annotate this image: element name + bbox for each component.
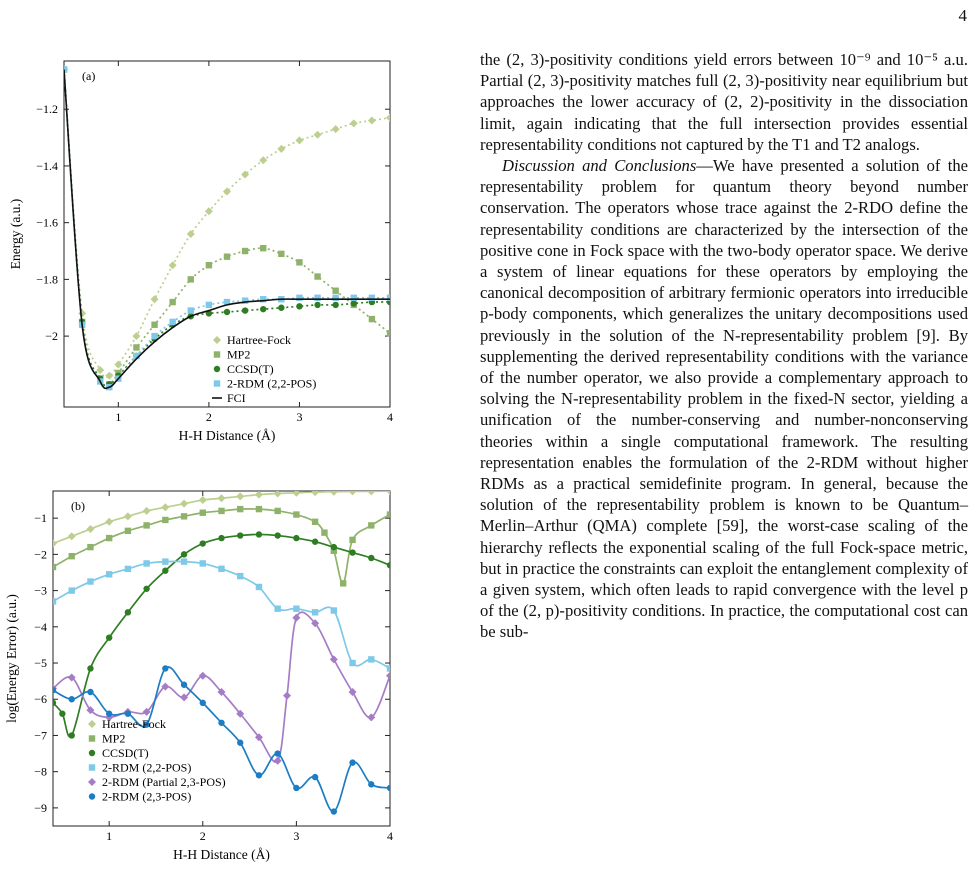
- legend-swatch: [89, 764, 95, 770]
- data-point: [199, 496, 207, 504]
- data-point: [151, 322, 157, 328]
- data-point: [312, 539, 318, 545]
- series-line: [64, 70, 390, 378]
- data-point: [223, 187, 231, 195]
- data-point: [332, 302, 338, 308]
- data-point: [125, 528, 131, 534]
- figure-panel-a: [0, 50, 400, 462]
- data-point: [256, 506, 262, 512]
- data-point: [351, 295, 357, 301]
- data-point: [387, 295, 393, 301]
- data-point: [332, 288, 338, 294]
- data-point: [242, 248, 248, 254]
- data-point: [162, 665, 168, 671]
- y-tick-label: −6: [34, 692, 47, 707]
- data-point: [296, 295, 302, 301]
- data-point: [312, 609, 318, 615]
- panel-label: (b): [71, 499, 85, 513]
- data-point: [368, 656, 374, 662]
- data-point: [387, 562, 393, 568]
- data-point: [332, 125, 340, 133]
- data-point: [69, 696, 75, 702]
- y-tick-label: −1.2: [36, 102, 58, 117]
- data-point: [181, 558, 187, 564]
- data-point: [106, 711, 112, 717]
- data-point: [296, 303, 302, 309]
- data-point: [200, 560, 206, 566]
- data-point: [68, 532, 76, 540]
- data-point: [349, 487, 357, 495]
- body-paragraph-2-text: —We have presented a solution of the representability problem for quantum theory beyond number conservation. The operators whose trace against the 2-RDO define the representability conditions are characterized by the intersection of the positive cone in Fock space with the two-body operator space. We derive a system of linear equations for these operators by employing the canonical decomposition of arbitrary fermionic operators into irreducible p-body components, which generalizes the unitary decompositions used previously in the solution of the N-representability problem [9]. By supplementing the derived representability conditions with the variance of the number operator, we also provide a complementary approach to solving the N-representability problem in the fixed-N sector, yielding a unification of the number-conserving and number-nonconserving theories within a single computational framework. The resulting representation enables the formulation of the 2-RDM without higher RDMs as a practical semidefinite program. In general, because the solution of the representability problem is known to be Quantum–Merlin–Arthur (QMA) complete [59], the worst-case scaling of the hierarchy reflects the exponential scaling of the full Fock-space metric, but in practice the constraints can exploit the entanglement complexity of a given system, which often leads to rapid convergence with the level p of the (2, p)-positivity conditions. In practice, the computational cost can be sub-: [480, 156, 968, 642]
- y-tick-label: −2: [45, 329, 58, 344]
- data-point: [274, 508, 280, 514]
- data-point: [312, 774, 318, 780]
- y-tick-label: −7: [34, 728, 47, 743]
- data-point: [237, 740, 243, 746]
- data-point: [368, 781, 374, 787]
- data-point: [242, 307, 248, 313]
- legend-swatch: [214, 351, 220, 357]
- data-point: [69, 732, 75, 738]
- data-point: [50, 700, 56, 706]
- data-point: [331, 607, 337, 613]
- legend-entry: Hartree-Fock: [102, 717, 166, 731]
- data-point: [236, 492, 244, 500]
- data-point: [237, 573, 243, 579]
- data-point: [125, 711, 131, 717]
- x-axis-label: H-H Distance (Å): [173, 847, 270, 862]
- data-point: [314, 295, 320, 301]
- x-tick-label: 2: [199, 829, 206, 843]
- y-tick-label: −3: [34, 583, 47, 598]
- data-point: [330, 655, 338, 663]
- y-tick-label: −1.4: [36, 158, 58, 173]
- data-point: [386, 487, 394, 495]
- data-point: [69, 587, 75, 593]
- data-point: [143, 522, 149, 528]
- data-point: [274, 606, 280, 612]
- x-tick-label: 3: [296, 410, 303, 424]
- legend-entry: CCSD(T): [227, 362, 274, 376]
- data-point: [349, 549, 355, 555]
- data-point: [96, 366, 104, 374]
- data-point: [188, 307, 194, 313]
- data-point: [50, 687, 56, 693]
- data-point: [105, 372, 113, 380]
- data-point: [351, 300, 357, 306]
- legend-swatch: [88, 778, 96, 786]
- data-point: [256, 531, 262, 537]
- x-axis-label: H-H Distance (Å): [178, 428, 276, 443]
- data-point: [387, 785, 393, 791]
- data-point: [224, 309, 230, 315]
- data-point: [330, 488, 338, 496]
- data-point: [143, 586, 149, 592]
- data-point: [331, 808, 337, 814]
- data-point: [278, 305, 284, 311]
- data-point: [50, 564, 56, 570]
- legend-entry: Hartree-Fock: [227, 333, 291, 347]
- legend-entry: 2-RDM (2,2-POS): [227, 376, 317, 391]
- data-point: [296, 259, 302, 265]
- data-point: [206, 302, 212, 308]
- data-point: [218, 508, 224, 514]
- data-point: [143, 560, 149, 566]
- panel-label: (a): [82, 69, 96, 83]
- data-point: [256, 584, 262, 590]
- data-point: [274, 532, 280, 538]
- data-point: [260, 306, 266, 312]
- y-axis-label: Energy (a.u.): [8, 198, 23, 270]
- data-point: [295, 136, 303, 144]
- legend-entry: FCI: [227, 391, 246, 405]
- data-point: [151, 295, 159, 303]
- data-point: [132, 332, 140, 340]
- series-2-rdm-2-2-pos-: [50, 558, 393, 671]
- y-tick-label: −1: [34, 511, 47, 526]
- series-ccsd-t-: [50, 531, 393, 738]
- legend-swatch: [214, 366, 220, 372]
- data-point: [218, 566, 224, 572]
- data-point: [218, 494, 226, 502]
- data-point: [106, 571, 112, 577]
- legend-swatch: [213, 336, 221, 344]
- data-point: [314, 302, 320, 308]
- data-point: [143, 507, 151, 515]
- data-point: [321, 529, 327, 535]
- data-point: [293, 785, 299, 791]
- y-tick-label: −4: [34, 619, 47, 634]
- data-point: [312, 519, 318, 525]
- data-point: [349, 660, 355, 666]
- y-tick-label: −1.8: [36, 272, 58, 287]
- data-point: [292, 489, 300, 497]
- data-point: [277, 145, 285, 153]
- data-point: [260, 245, 266, 251]
- data-point: [349, 759, 355, 765]
- x-tick-label: 4: [387, 829, 393, 843]
- data-point: [349, 537, 355, 543]
- data-point: [200, 540, 206, 546]
- page-number: 4: [958, 6, 967, 25]
- x-tick-label: 2: [205, 410, 212, 424]
- y-tick-label: −2: [34, 547, 47, 562]
- y-tick-label: −9: [34, 800, 47, 815]
- data-point: [200, 700, 206, 706]
- data-point: [340, 580, 346, 586]
- legend-entry: 2-RDM (Partial 2,3-POS): [102, 775, 226, 789]
- y-tick-label: −1.6: [36, 215, 58, 230]
- legend: [88, 717, 226, 804]
- data-point: [188, 276, 194, 282]
- x-tick-label: 1: [115, 410, 122, 424]
- data-point: [106, 535, 112, 541]
- data-point: [69, 553, 75, 559]
- data-point: [181, 551, 187, 557]
- section-heading-discussion: Discussion and Conclusions: [502, 156, 697, 176]
- data-point: [311, 488, 319, 496]
- data-point: [218, 720, 224, 726]
- data-point: [218, 535, 224, 541]
- data-point: [162, 517, 168, 523]
- y-tick-label: −8: [34, 764, 47, 779]
- data-point: [368, 117, 376, 125]
- legend-entry: 2-RDM (2,2-POS): [102, 760, 192, 775]
- data-point: [314, 131, 322, 139]
- data-point: [386, 114, 394, 122]
- y-axis-label: log(Energy Error) (a.u.): [4, 594, 19, 723]
- data-point: [256, 772, 262, 778]
- legend-swatch: [89, 750, 95, 756]
- data-point: [293, 535, 299, 541]
- legend-entry: 2-RDM (2,3-POS): [102, 789, 192, 804]
- body-paragraph-2: [480, 155, 968, 643]
- data-point: [181, 513, 187, 519]
- series-line: [53, 509, 390, 584]
- data-point: [78, 309, 86, 317]
- data-point: [200, 510, 206, 516]
- x-tick-label: 3: [293, 829, 300, 843]
- body-paragraph-1: the (2, 3)-positivity conditions yield errors between 10⁻⁹ and 10⁻⁵ a.u. Partial (2, 3)-positivity matches full (2, 3)-positivity near equilibrium but approaches the lower accuracy of (2, 2)-positivity in the dissociation limit, again indicating that the full intersection provides essential representability conditions not captured by the T1 and T2 analogs.: [480, 50, 968, 154]
- data-point: [369, 316, 375, 322]
- data-point: [105, 518, 113, 526]
- data-point: [87, 578, 93, 584]
- legend-swatch: [214, 380, 220, 386]
- x-tick-label: 4: [387, 410, 393, 424]
- data-point: [50, 598, 56, 604]
- data-point: [151, 333, 157, 339]
- data-point: [368, 522, 374, 528]
- series-mp2: [50, 506, 393, 587]
- legend: [212, 333, 316, 405]
- data-point: [331, 544, 337, 550]
- data-point: [125, 609, 131, 615]
- data-point: [367, 487, 375, 495]
- data-point: [274, 757, 282, 765]
- data-point: [162, 567, 168, 573]
- data-point: [369, 295, 375, 301]
- data-point: [106, 634, 112, 640]
- data-point: [278, 251, 284, 257]
- data-point: [206, 262, 212, 268]
- data-point: [314, 273, 320, 279]
- data-point: [124, 512, 132, 520]
- data-point: [350, 119, 358, 127]
- legend-entry: MP2: [227, 347, 251, 362]
- data-point: [133, 344, 139, 350]
- data-point: [283, 692, 291, 700]
- data-point: [169, 319, 175, 325]
- body-text-column: [480, 49, 968, 643]
- data-point: [161, 503, 169, 511]
- data-point: [125, 566, 131, 572]
- data-point: [224, 253, 230, 259]
- legend-entry: MP2: [102, 731, 126, 746]
- data-point: [387, 511, 393, 517]
- data-point: [387, 665, 393, 671]
- legend-swatch: [88, 720, 96, 728]
- data-point: [87, 689, 93, 695]
- y-tick-label: −5: [34, 656, 47, 671]
- data-point: [237, 506, 243, 512]
- data-point: [237, 532, 243, 538]
- data-point: [349, 688, 357, 696]
- data-point: [162, 558, 168, 564]
- data-point: [86, 525, 94, 533]
- data-point: [293, 511, 299, 517]
- data-point: [181, 682, 187, 688]
- data-point: [169, 299, 175, 305]
- data-point: [87, 665, 93, 671]
- data-point: [49, 540, 57, 548]
- figure-panel-b: [0, 484, 400, 881]
- data-point: [59, 711, 65, 717]
- data-point: [169, 261, 177, 269]
- data-point: [293, 606, 299, 612]
- data-point: [292, 614, 300, 622]
- legend-swatch: [89, 793, 95, 799]
- data-point: [274, 750, 280, 756]
- x-tick-label: 1: [106, 829, 113, 843]
- legend-swatch: [89, 735, 95, 741]
- data-point: [387, 330, 393, 336]
- data-point: [259, 156, 267, 164]
- legend-entry: CCSD(T): [102, 746, 149, 760]
- data-point: [386, 672, 394, 680]
- data-point: [87, 544, 93, 550]
- data-point: [180, 500, 188, 508]
- data-point: [255, 491, 263, 499]
- data-point: [332, 295, 338, 301]
- data-point: [368, 555, 374, 561]
